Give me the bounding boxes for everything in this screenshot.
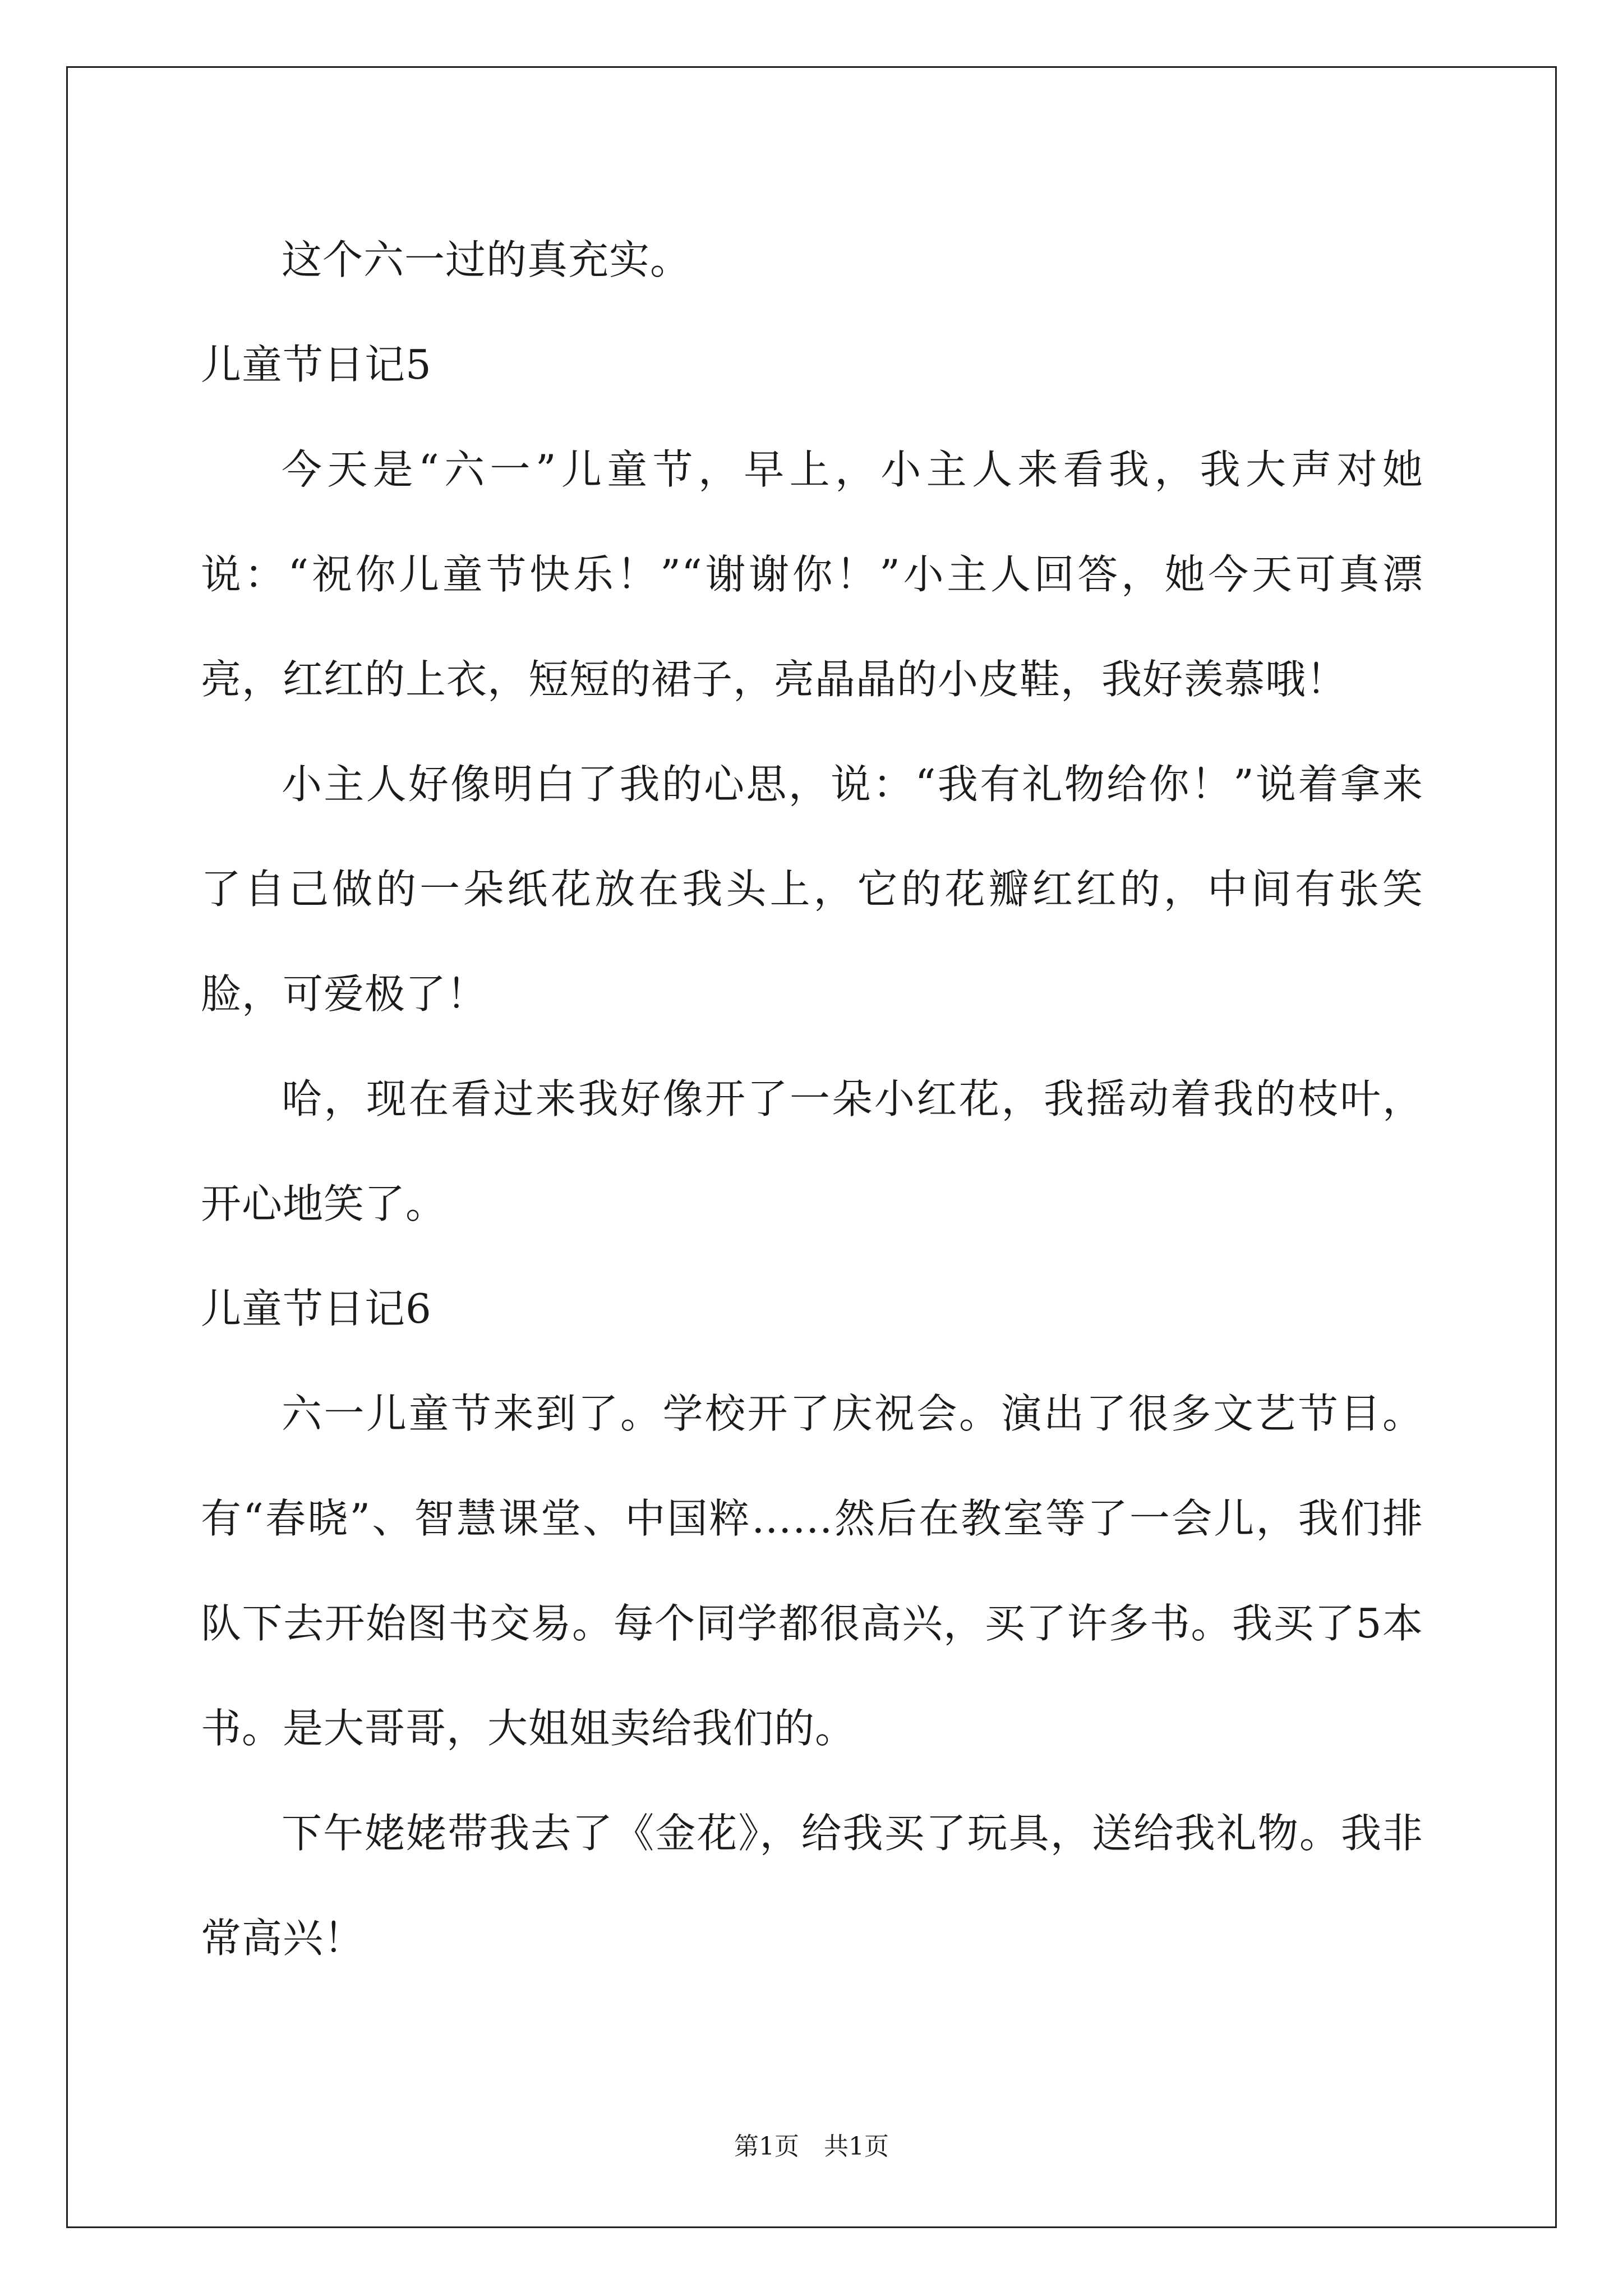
section-heading: 儿童节日记5: [201, 341, 432, 388]
paragraph: 小主人好像明白了我的心思，说：“我有礼物给你！”说着拿来了自己做的一朵纸花放在我头上，它的花瓣红红的，中间有张笑脸，可爱极了！: [201, 761, 1423, 1018]
section-heading: 儿童节日记6: [201, 1285, 432, 1332]
paragraph: 今天是“六一”儿童节，早上，小主人来看我，我大声对她说：“祝你儿童节快乐！”“谢谢你！”小主人回答，她今天可真漂亮，红红的上衣，短短的裙子，亮晶晶的小皮鞋，我好羡慕哦！: [201, 446, 1423, 703]
paragraph: 这个六一过的真充实。: [282, 236, 691, 283]
paragraph: 哈，现在看过来我好像开了一朵小红花，我摇动着我的枝叶，开心地笑了。: [201, 1075, 1423, 1227]
document-body: [201, 208, 1423, 1991]
page-number-footer: 第1页 共1页: [734, 2132, 889, 2161]
paragraph: 六一儿童节来到了。学校开了庆祝会。演出了很多文艺节目。有“春晓”、智慧课堂、中国粹……然后在教室等了一会儿，我们排队下去开始图书交易。每个同学都很高兴，买了许多书。我买了5本书。是大哥哥，大姐姐卖给我们的。: [201, 1390, 1423, 1752]
paragraph: 下午姥姥带我去了《金花》，给我买了玩具，送给我礼物。我非常高兴！: [201, 1810, 1423, 1962]
